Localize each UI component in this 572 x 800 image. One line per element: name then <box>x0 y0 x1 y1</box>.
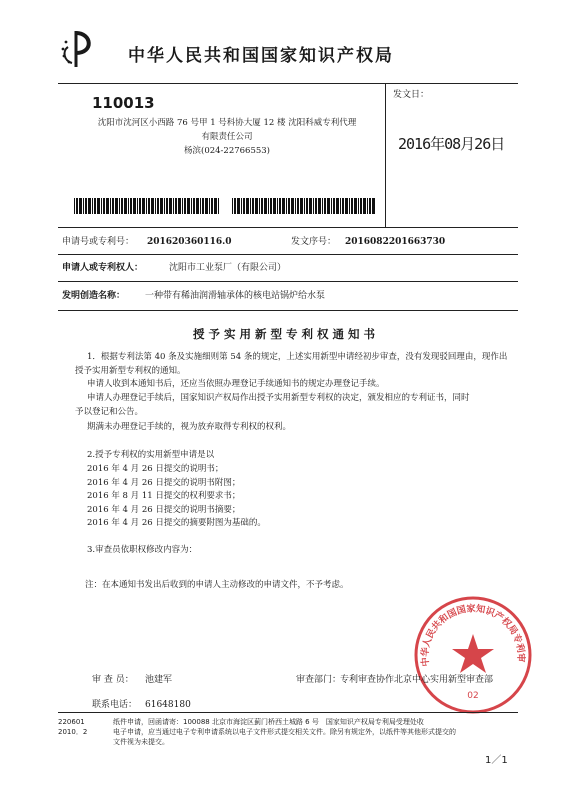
dispatch-divider <box>385 83 386 227</box>
barcode-bar <box>261 198 263 214</box>
barcode-bar <box>184 198 186 214</box>
barcode-bar <box>354 198 357 214</box>
barcode-bar <box>115 198 118 214</box>
barcode-bar <box>97 198 100 214</box>
barcode-bar <box>218 198 219 214</box>
barcode-bar <box>234 198 236 214</box>
seal-number: 02 <box>467 691 479 701</box>
barcode-bar <box>211 198 213 214</box>
barcode-bar <box>279 198 281 214</box>
barcode-bar <box>369 198 371 214</box>
barcode-bar <box>363 198 366 214</box>
text-line: 申请人办理登记手续后，国家知识产权局作出授予实用新型专利权的决定，颁发相应的专利证书，同时 <box>87 393 470 403</box>
barcode-bar <box>166 198 168 214</box>
official-seal <box>412 594 534 716</box>
barcode-bar <box>173 198 174 214</box>
form-code-2: 2010．2 <box>58 728 88 736</box>
serial-no: 2016082201663730 <box>345 237 446 247</box>
address-line: 沈阳市沈河区小西路 76 号甲 1 号科协大厦 12 楼 沈阳科威专利代理 <box>97 118 357 128</box>
form-code-1: 220601 <box>58 718 85 726</box>
barcode-bar <box>151 198 154 214</box>
barcode-bar <box>291 198 294 214</box>
barcode-bar <box>94 198 96 214</box>
barcode-bar <box>309 198 312 214</box>
barcode-bar <box>273 198 276 214</box>
address-line: 杨滨(024-22766553) <box>184 146 270 156</box>
cnipa-logo-icon <box>58 27 102 71</box>
list-item: 2016 年 4 月 26 日提交的摘要附图为基础的。 <box>87 518 266 528</box>
barcode-bar <box>164 198 165 214</box>
barcode-bar <box>193 198 195 214</box>
barcode-bar <box>182 198 183 214</box>
footer-rule <box>58 712 518 713</box>
barcode-bar <box>241 198 242 214</box>
paragraph-4: 期满未办理登记手续的，视为放弃取得专利权的权利。 <box>87 422 292 432</box>
barcode-bar <box>304 198 305 214</box>
top-rule <box>58 83 518 84</box>
barcode-bar <box>243 198 245 214</box>
dispatch-date: 2016年08月26日 <box>398 135 505 153</box>
barcode-bar <box>342 198 344 214</box>
barcode-right <box>232 198 377 214</box>
barcode-bar <box>196 198 199 214</box>
section-3-title: 3.审查员依职权修改内容为： <box>87 545 198 555</box>
barcode-bar <box>327 198 330 214</box>
barcode-bar <box>121 198 123 214</box>
barcode-bar <box>300 198 303 214</box>
barcode-bar <box>137 198 138 214</box>
app-no-label: 申请号或专利号： <box>62 237 135 247</box>
barcode-bar <box>106 198 109 214</box>
dept-name: 专利审查协作北京中心实用新型审查部 <box>340 675 494 685</box>
barcode-bar <box>214 198 217 214</box>
barcode-bar <box>128 198 129 214</box>
barcode-bar <box>187 198 190 214</box>
barcode-bar <box>155 198 156 214</box>
barcode-bar <box>246 198 249 214</box>
barcode-bar <box>313 198 314 214</box>
barcode-bar <box>367 198 368 214</box>
barcode-bar <box>88 198 91 214</box>
barcode-bar <box>315 198 317 214</box>
office-name: 中华人民共和国国家知识产权局 <box>128 46 394 66</box>
barcode-bar <box>358 198 359 214</box>
footer-line-3: 文件视为未提交。 <box>113 738 169 746</box>
list-item: 2016 年 4 月 26 日提交的说明书； <box>87 464 224 474</box>
list-item: 2016 年 4 月 26 日提交的说明书附图； <box>87 477 241 488</box>
logo <box>58 27 102 71</box>
applicant: 沈阳市工业泵厂（有限公司） <box>169 263 287 273</box>
barcode-bar <box>351 198 353 214</box>
barcode-bar <box>119 198 120 214</box>
phone-label: 联系电话： <box>92 700 138 710</box>
app-no: 201620360116.0 <box>147 237 232 247</box>
barcode-bar <box>103 198 105 214</box>
barcode-bar <box>264 198 267 214</box>
dept-label: 审查部门： <box>296 675 342 685</box>
barcode-bar <box>83 198 84 214</box>
barcode-bar <box>336 198 339 214</box>
notice-title: 授予实用新型专利权通知书 <box>193 327 379 341</box>
barcode-bar <box>270 198 272 214</box>
barcode-bar <box>130 198 132 214</box>
text-line: 授予实用新型专利权的通知。 <box>75 365 186 376</box>
applicant-label: 申请人或专利权人： <box>62 263 144 273</box>
recipient-address <box>92 116 362 158</box>
barcode-bar <box>175 198 177 214</box>
barcode-bar <box>142 198 145 214</box>
barcode-bar <box>237 198 240 214</box>
barcode-bar <box>79 198 82 214</box>
barcode-bar <box>74 198 75 214</box>
barcode-bar <box>160 198 163 214</box>
barcode-bar <box>169 198 172 214</box>
section-2-title: 2.授予专利权的实用新型申请是以 <box>87 450 215 460</box>
barcode-bar <box>92 198 93 214</box>
barcode-bar <box>372 198 375 214</box>
section-2-items <box>75 463 527 531</box>
barcode-bar <box>277 198 278 214</box>
barcode-bar <box>178 198 181 214</box>
barcode-bar <box>349 198 350 214</box>
rule <box>58 310 518 311</box>
barcode-bar <box>297 198 299 214</box>
address-line: 有限责任公司 <box>201 132 253 142</box>
barcode-bar <box>146 198 147 214</box>
serial-label: 发文序号： <box>291 237 337 247</box>
note: 注：在本通知书发出后收到的申请人主动修改的申请文件，不予考虑。 <box>85 580 349 590</box>
barcode-bar <box>191 198 192 214</box>
rule <box>58 227 518 228</box>
paragraph-3 <box>75 392 515 419</box>
postal-code: 110013 <box>92 94 155 112</box>
barcode-bar <box>259 198 260 214</box>
page-number: 1／1 <box>485 755 508 766</box>
barcode-bar <box>250 198 251 214</box>
barcode-bar <box>255 198 258 214</box>
list-item: 2016 年 4 月 26 日提交的说明书摘要； <box>87 504 241 515</box>
barcode-bar <box>282 198 285 214</box>
barcode-bar <box>232 198 233 214</box>
barcode-bar <box>268 198 269 214</box>
paragraph-1 <box>75 351 515 378</box>
barcode-bar <box>360 198 362 214</box>
barcode-bar <box>124 198 127 214</box>
barcode-bar <box>139 198 141 214</box>
barcode-bar <box>318 198 321 214</box>
barcode-bar <box>85 198 87 214</box>
invention-title: 一种带有稀油润滑轴承体的核电站锅炉给水泵 <box>145 291 326 301</box>
barcode-bar <box>76 198 78 214</box>
barcode-bar <box>288 198 290 214</box>
dispatch-date-label: 发文日： <box>393 90 430 100</box>
barcode-bar <box>202 198 204 214</box>
barcode-bar <box>333 198 335 214</box>
barcode-bar <box>133 198 136 214</box>
barcode-bar <box>322 198 323 214</box>
barcode-bar <box>252 198 254 214</box>
text-line: 予以登记和公告。 <box>75 406 144 417</box>
barcode-bar <box>200 198 201 214</box>
footer-line-2: 电子申请，应当通过电子专利申请系统以电子文件形式提交相关文件。除另有规定外，以纸件等其他形式提交的 <box>113 728 456 736</box>
barcode-bar <box>324 198 326 214</box>
barcode-left <box>74 198 224 214</box>
barcode-bar <box>340 198 341 214</box>
barcode-bar <box>101 198 102 214</box>
examiner-label: 审 查 员： <box>92 675 134 685</box>
list-item: 2016 年 8 月 11 日提交的权利要求书； <box>87 491 241 501</box>
rule <box>58 254 518 255</box>
barcode-bar <box>295 198 296 214</box>
barcode-bar <box>286 198 287 214</box>
barcode-bar <box>148 198 150 214</box>
examiner-name: 池建军 <box>145 675 173 685</box>
barcode-bar <box>112 198 114 214</box>
seal-text: 中华人民共和国国家知识产权局专利审 <box>419 603 527 668</box>
barcode-bar <box>157 198 159 214</box>
barcode-bar <box>331 198 332 214</box>
invention-label: 发明创造名称： <box>62 291 126 301</box>
phone-number: 61648180 <box>145 700 191 710</box>
barcode-bar <box>205 198 208 214</box>
barcode-bar <box>345 198 348 214</box>
text-line: 1．根据专利法第 40 条及实施细则第 54 条的规定，上述实用新型申请经初步审查，没有发现驳回理由，现作出 <box>87 352 508 362</box>
rule <box>58 281 518 282</box>
seal-icon <box>412 594 534 716</box>
footer-line-1: 纸件申请，回函请寄：100088 北京市海淀区蓟门桥西土城路 6 号 国家知识产权局专利局受理处收 <box>113 718 424 726</box>
barcode-bar <box>209 198 210 214</box>
barcode-bar <box>110 198 111 214</box>
paragraph-2: 申请人收到本通知书后，还应当依照办理登记手续通知书的规定办理登记手续。 <box>87 379 385 389</box>
barcode-bar <box>306 198 308 214</box>
